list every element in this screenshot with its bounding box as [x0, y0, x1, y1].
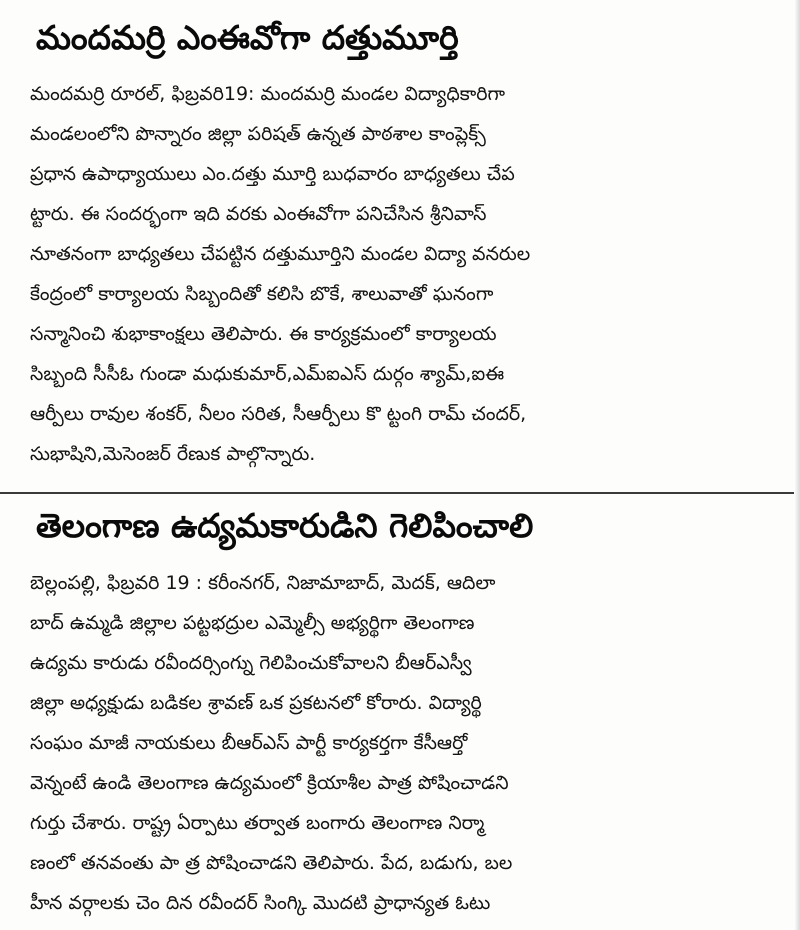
- article-body-bellampalli: [30, 563, 782, 923]
- scan-edge-shadow: [794, 0, 800, 930]
- article-body-mandamarri: [30, 74, 782, 474]
- article-line: సంఘం మాజీ నాయకులు బీఆర్ఎస్ పార్టీ కార్యకర్తగా కేసీఆర్తో: [30, 732, 468, 754]
- article-line: సిబ్బంది సీసీఓ గుండా మధుకుమార్,ఎమ్ఐఎస్ దుర్గం శ్యామ్,ఐఈ: [30, 363, 505, 385]
- article-line: మందమర్రి రూరల్, ఫిబ్రవరి19: మందమర్రి మండల విద్యాధికారిగా: [30, 83, 505, 105]
- article-line: బాద్ ఉమ్మడి జిల్లాల పట్టభద్రుల ఎమ్మెల్సీ అభ్యర్థిగా తెలంగాణ: [30, 612, 475, 634]
- article-line: హీన వర్గాలకు చెం దిన రవీందర్ సింగ్కి మొదటి ప్రాధాన్యత ఓటు: [30, 892, 491, 914]
- article-line: మండలంలోని పొన్నారం జిల్లా పరిషత్ ఉన్నత పాఠశాల కాంప్లెక్స్: [30, 123, 486, 145]
- article-line: కేంద్రంలో కార్యాలయ సిబ్బందితో కలిసి బొకే, శాలువాతో ఘనంగా: [30, 283, 494, 305]
- article-line: ణంలో తనవంతు పా త్ర పోషించాడని తెలిపారు. పేద, బడుగు, బల: [30, 852, 513, 874]
- article-line: నూతనంగా బాధ్యతలు చేపట్టిన దత్తుమూర్తిని మండల విద్యా వనరుల: [30, 243, 531, 265]
- article-line: సన్మానించి శుభాకాంక్షలు తెలిపారు. ఈ కార్యక్రమంలో కార్యాలయ: [30, 323, 497, 345]
- article-line: బెల్లంపల్లి, ఫిబ్రవరి 19 : కరీంనగర్, నిజామాబాద్, మెదక్, ఆదిలా: [30, 572, 496, 594]
- article-line: ట్టారు. ఈ సందర్భంగా ఇది వరకు ఎంఈవోగా పనిచేసిన శ్రీనివాస్: [30, 203, 487, 225]
- article-line: ఆర్పీలు రావుల శంకర్, నీలం సరిత, సీఆర్పీలు కొ ట్టంగి రామ్ చందర్,: [30, 403, 527, 425]
- article-line: సుభాషిని,మెసెంజర్ రేణుక పాల్గొన్నారు.: [30, 443, 316, 465]
- headline-telangana-activist: తెలంగాణ ఉద్యమకారుడిని గెలిపించాలి: [36, 506, 534, 545]
- article-line: గుర్తు చేశారు. రాష్ట్ర ఏర్పాటు తర్వాత బంగారు తెలంగాణ నిర్మా: [30, 812, 485, 834]
- article-line: వెన్నంటే ఉండి తెలంగాణ ఉద్యమంలో క్రియాశీల పాత్ర పోషించాడని: [30, 772, 509, 794]
- article-line: ఉద్యమ కారుడు రవీందర్సింగ్ను గెలిపించుకోవాలని బీఆర్ఎస్వీ: [30, 652, 472, 674]
- headline-mandamarri-meo: మందమర్రి ఎంఈవోగా దత్తుమూర్తి: [36, 18, 459, 57]
- article-divider: [0, 492, 800, 494]
- article-line: ప్రధాన ఉపాధ్యాయులు ఎం.దత్తు మూర్తి బుధవారం బాధ్యతలు చేప: [30, 163, 515, 185]
- article-line: జిల్లా అధ్యక్షుడు బడికల శ్రావణ్ ఒక ప్రకటనలో కోరారు. విద్యార్థి: [30, 692, 482, 714]
